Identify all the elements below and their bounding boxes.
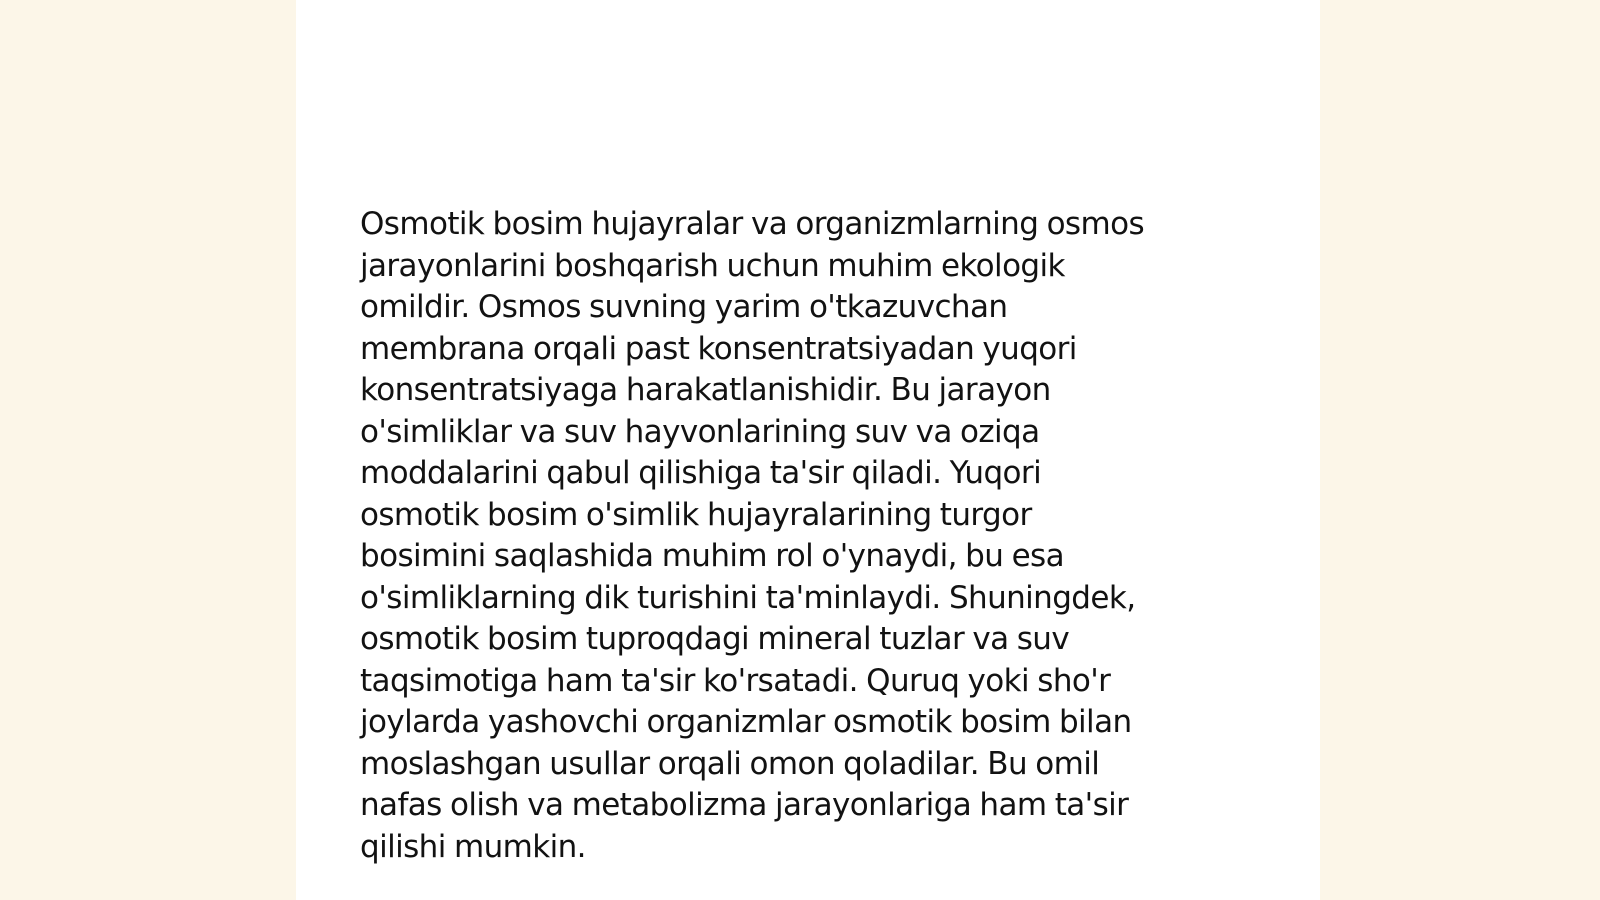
paragraph-line: membrana orqali past konsentratsiyadan yuqori — [360, 330, 1077, 367]
paragraph-line: taqsimotiga ham ta'sir ko'rsatadi. Quruq yoki sho'r — [360, 662, 1111, 699]
body-paragraph — [360, 204, 1260, 868]
paragraph-line: jarayonlarini boshqarish uchun muhim ekologik — [360, 247, 1065, 284]
paragraph-line: osmotik bosim tuproqdagi mineral tuzlar va suv — [360, 621, 1070, 657]
paragraph-line: nafas olish va metabolizma jarayonlariga ham ta'sir — [360, 787, 1129, 823]
paragraph-line: moslashgan usullar orqali omon qoladilar. Bu omil — [360, 745, 1100, 782]
paragraph-line: konsentratsiyaga harakatlanishidir. Bu jarayon — [360, 372, 1051, 408]
paragraph-line: o'simliklar va suv hayvonlarining suv va oziqa — [360, 413, 1040, 450]
document-page — [296, 0, 1320, 900]
paragraph-line: moddalarini qabul qilishiga ta'sir qiladi. Yuqori — [360, 455, 1042, 491]
paragraph-line: Osmotik bosim hujayralar va organizmlarning osmos — [360, 206, 1144, 242]
paragraph-line: omildir. Osmos suvning yarim o'tkazuvchan — [360, 289, 1008, 325]
paragraph-line: joylarda yashovchi organizmlar osmotik bosim bilan — [360, 704, 1132, 740]
paragraph-line: qilishi mumkin. — [360, 828, 586, 865]
paragraph-line: bosimini saqlashida muhim rol o'ynaydi, bu esa — [360, 538, 1064, 574]
paragraph-line: o'simliklarning dik turishini ta'minlaydi. Shuningdek, — [360, 579, 1136, 616]
paragraph-line: osmotik bosim o'simlik hujayralarining turgor — [360, 496, 1032, 533]
